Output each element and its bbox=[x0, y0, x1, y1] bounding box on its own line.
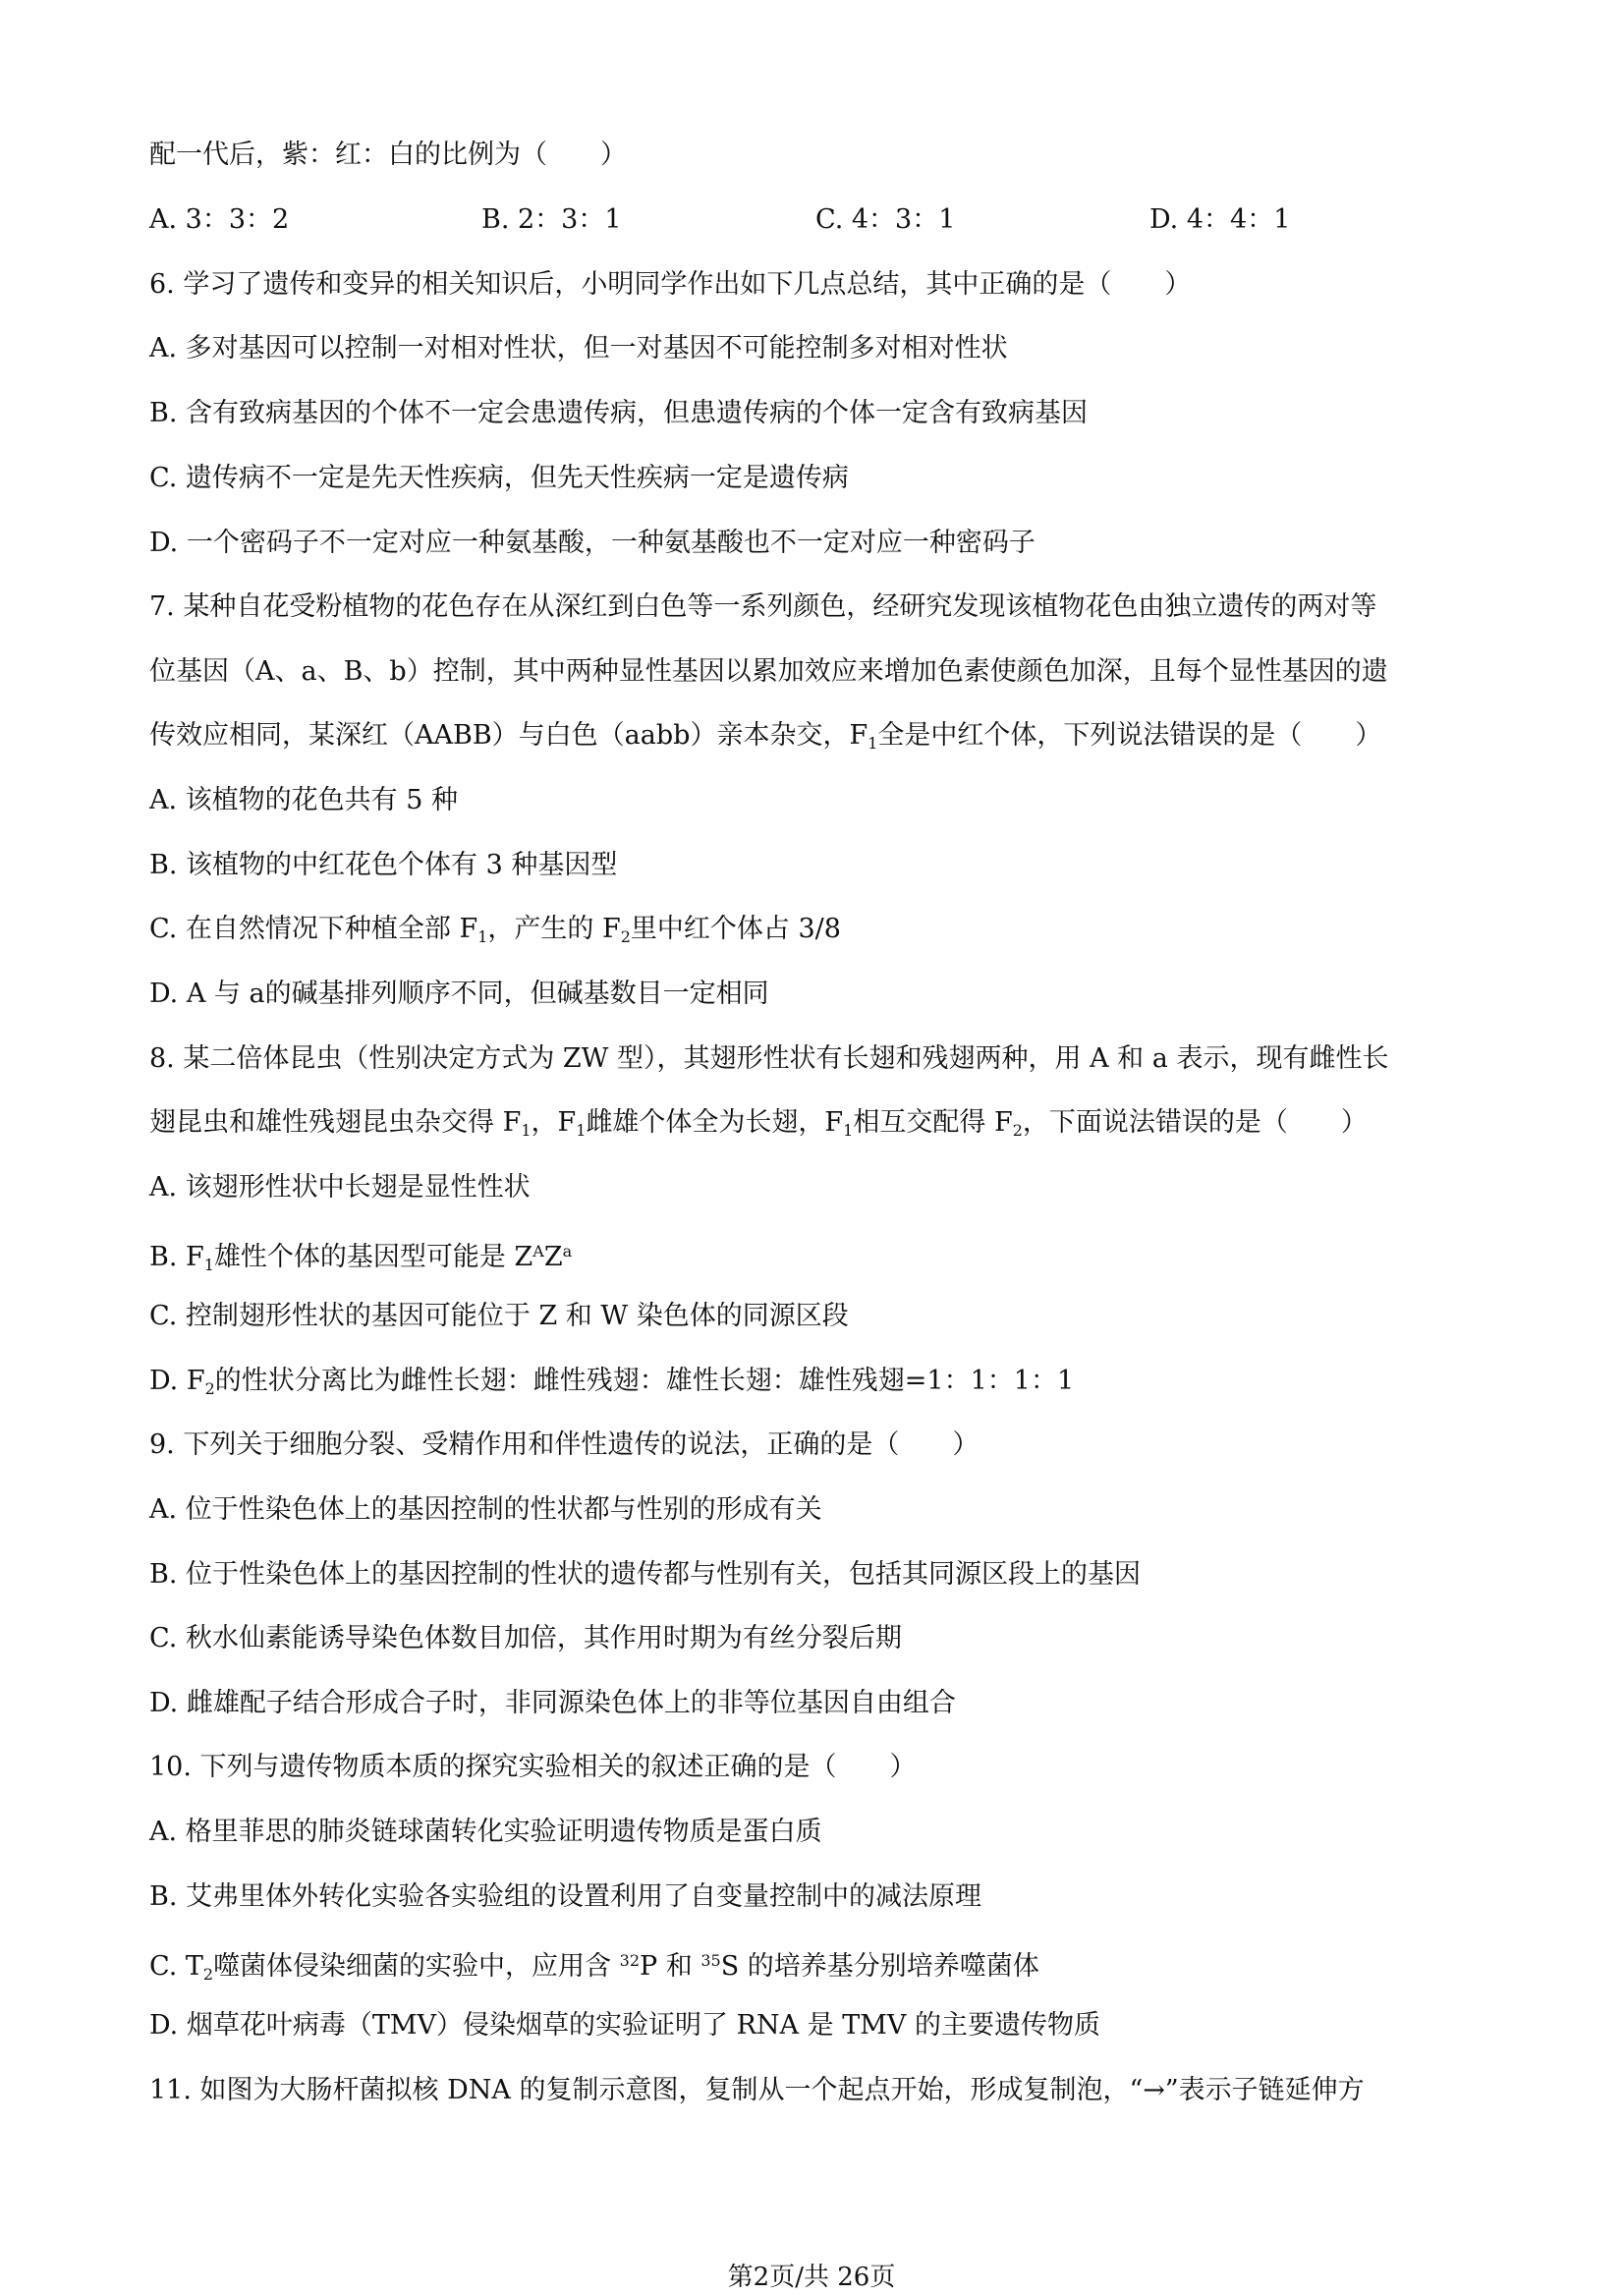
q10-option-a: A. 格里菲思的肺炎链球菌转化实验证明遗传物质是蛋白质 bbox=[149, 1817, 822, 1847]
q9-option-b: B. 位于性染色体上的基因控制的性状的遗传都与性别有关，包括其同源区段上的基因 bbox=[149, 1559, 1142, 1590]
q8-option-c: C. 控制翅形性状的基因可能位于 Z 和 W 染色体的同源区段 bbox=[149, 1301, 849, 1331]
question-8-stem-line2: 翅昆虫和雄性残翅昆虫杂交得 $F_1$，$F_1$雌雄个体全为长翅，$F_1$相互交配得 $F_2$，下面说法错误的是（ ） bbox=[149, 1107, 1368, 1140]
page-number: 第2页/共 26页 bbox=[727, 2263, 896, 2292]
q5-option-a: A. 3：3：2 bbox=[149, 204, 290, 235]
q6-option-a: A. 多对基因可以控制一对相对性状，但一对基因不可能控制多对相对性状 bbox=[149, 333, 1008, 364]
question-11-stem: 11. 如图为大肠杆菌拟核 DNA 的复制示意图，复制从一个起点开始，形成复制泡，“→”表示子链延伸方 bbox=[149, 2075, 1365, 2105]
question-5-tail: 配一代后，紫：红：白的比例为（ ） bbox=[149, 140, 627, 170]
question-7-stem-line2: 位基因（A、a、B、b）控制，其中两种显性基因以累加效应来增加色素使颜色加深，且每个显性基因的遗 bbox=[149, 656, 1388, 687]
question-9-stem: 9. 下列关于细胞分裂、受精作用和伴性遗传的说法，正确的是（ ） bbox=[149, 1429, 979, 1460]
q10-option-b: B. 艾弗里体外转化实验各实验组的设置利用了自变量控制中的减法原理 bbox=[149, 1881, 982, 1912]
q8-option-a: A. 该翅形性状中长翅是显性性状 bbox=[149, 1172, 531, 1203]
q10-option-d: D. 烟草花叶病毒（TMV）侵染烟草的实验证明了 RNA 是 TMV 的主要遗传物质 bbox=[149, 2010, 1100, 2041]
q5-option-b: B. 2：3：1 bbox=[481, 204, 622, 235]
question-6-stem: 6. 学习了遗传和变异的相关知识后，小明同学作出如下几点总结，其中正确的是（ ） bbox=[149, 269, 1192, 300]
question-7-stem-line3: 传效应相同，某深红（AABB）与白色（aabb）亲本杂交，$F_1$全是中红个体，下列说法错误的是（ ） bbox=[149, 720, 1382, 753]
q8-option-b: B. $F_1$雄性个体的基因型可能是 $Z^AZ^a$ bbox=[149, 1242, 573, 1274]
question-10-stem: 10. 下列与遗传物质本质的探究实验相关的叙述正确的是（ ） bbox=[149, 1752, 917, 1782]
q6-option-b: B. 含有致病基因的个体不一定会患遗传病，但患遗传病的个体一定含有致病基因 bbox=[149, 398, 1089, 428]
q5-option-d: D. 4：4：1 bbox=[1149, 204, 1291, 235]
q10-option-c: C. $T_2$噬菌体侵染细菌的实验中，应用含 $^{32}$P 和 $^{35}$S 的培养基分别培养噬菌体 bbox=[149, 1951, 1039, 1984]
q7-option-a: A. 该植物的花色共有 5 种 bbox=[149, 785, 459, 815]
q7-option-c: C. 在自然情况下种植全部 $F_1$，产生的 $F_2$里中红个体占 3/8 bbox=[149, 914, 841, 946]
q9-option-d: D. 雌雄配子结合形成合子时，非同源染色体上的非等位基因自由组合 bbox=[149, 1688, 956, 1718]
q7-option-b: B. 该植物的中红花色个体有 3 种基因型 bbox=[149, 850, 618, 880]
q9-option-c: C. 秋水仙素能诱导染色体数目加倍，其作用时期为有丝分裂后期 bbox=[149, 1623, 902, 1653]
q6-option-c: C. 遗传病不一定是先天性疾病，但先天性疾病一定是遗传病 bbox=[149, 463, 849, 493]
question-7-stem-line1: 7. 某种自花受粉植物的花色存在从深红到白色等一系列颜色，经研究发现该植物花色由独立遗传的两对等 bbox=[149, 591, 1377, 622]
q5-option-c: C. 4：3：1 bbox=[815, 204, 956, 235]
q7-option-d: D. A 与 a的碱基排列顺序不同，但碱基数目一定相同 bbox=[149, 979, 769, 1009]
q6-option-d: D. 一个密码子不一定对应一种氨基酸，一种氨基酸也不一定对应一种密码子 bbox=[149, 528, 1035, 558]
q9-option-a: A. 位于性染色体上的基因控制的性状都与性别的形成有关 bbox=[149, 1494, 822, 1525]
question-8-stem-line1: 8. 某二倍体昆虫（性别决定方式为 ZW 型），其翅形性状有长翅和残翅两种，用 A 和 a 表示，现有雌性长 bbox=[149, 1043, 1389, 1074]
q8-option-d: D. $F_2$的性状分离比为雌性长翅：雌性残翅：雄性长翅：雄性残翅=1：1：1：1 bbox=[149, 1366, 1075, 1398]
